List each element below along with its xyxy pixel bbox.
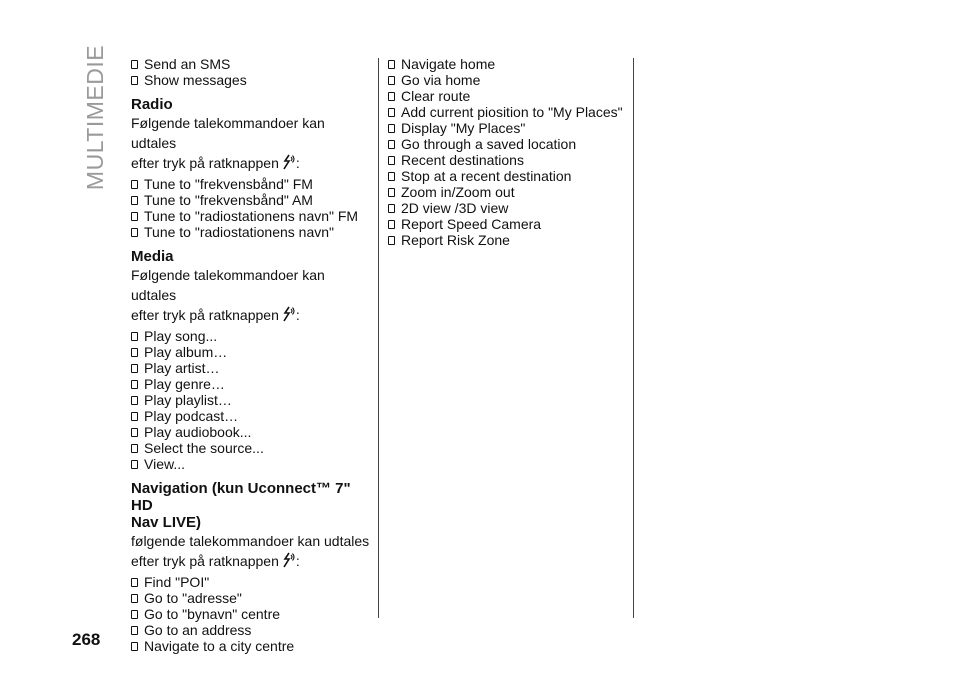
list-item bbox=[388, 168, 628, 184]
list-item-text: Play audiobook... bbox=[144, 424, 252, 440]
media-intro-suffix: : bbox=[295, 307, 300, 323]
list-item-text: Find "POI" bbox=[144, 574, 210, 590]
list-item bbox=[388, 232, 628, 248]
list-item bbox=[131, 606, 371, 622]
bullet-icon bbox=[131, 578, 138, 587]
list-item-text: Send an SMS bbox=[144, 56, 231, 72]
bullet-icon bbox=[388, 60, 395, 69]
bullet-icon bbox=[131, 396, 138, 405]
list-item-text: 2D view /3D view bbox=[401, 200, 509, 216]
media-heading: Media bbox=[131, 248, 174, 265]
navigation-heading bbox=[131, 480, 371, 531]
list-item bbox=[131, 360, 371, 376]
list-item-text: Report Risk Zone bbox=[401, 232, 510, 248]
bullet-icon bbox=[131, 610, 138, 619]
bullet-icon bbox=[131, 180, 138, 189]
list-item bbox=[131, 176, 371, 192]
list-item-text: Stop at a recent destination bbox=[401, 168, 572, 184]
list-item bbox=[131, 622, 371, 638]
bullet-icon bbox=[131, 460, 138, 469]
list-item bbox=[131, 208, 371, 224]
list-item-text: Go to an address bbox=[144, 622, 252, 638]
list-item bbox=[388, 120, 628, 136]
list-item bbox=[388, 136, 628, 152]
list-item-text: Tune to "frekvensbånd" FM bbox=[144, 176, 313, 192]
column-divider-right bbox=[633, 58, 634, 618]
navigation-command-list-continued bbox=[388, 56, 628, 248]
bullet-icon bbox=[388, 124, 395, 133]
list-item bbox=[131, 408, 371, 424]
list-item bbox=[131, 456, 371, 472]
bullet-icon bbox=[131, 380, 138, 389]
media-command-list bbox=[131, 328, 371, 472]
list-item bbox=[388, 152, 628, 168]
page-number: 268 bbox=[72, 630, 101, 649]
list-item bbox=[131, 56, 371, 72]
navigation-heading-line2: Nav LIVE) bbox=[131, 514, 202, 531]
bullet-icon bbox=[131, 626, 138, 635]
list-item-text: Select the source... bbox=[144, 440, 264, 456]
radio-intro bbox=[131, 113, 371, 174]
list-item-text: Go via home bbox=[401, 72, 481, 88]
navigation-intro bbox=[131, 531, 371, 572]
list-item-text: Go to "adresse" bbox=[144, 590, 242, 606]
radio-intro-line2: efter tryk på ratknappen bbox=[131, 155, 279, 171]
list-item-text: Play song... bbox=[144, 328, 218, 344]
list-item-text: Play artist… bbox=[144, 360, 220, 376]
navigation-intro-suffix: : bbox=[295, 553, 300, 569]
list-item-text: Navigate to a city centre bbox=[144, 638, 295, 654]
bullet-icon bbox=[131, 444, 138, 453]
list-item-text: Clear route bbox=[401, 88, 471, 104]
list-item bbox=[131, 440, 371, 456]
media-intro-line1: Følgende talekommandoer kan udtales bbox=[131, 267, 325, 303]
radio-heading: Radio bbox=[131, 96, 173, 113]
bullet-icon bbox=[131, 196, 138, 205]
bullet-icon bbox=[131, 364, 138, 373]
bullet-icon bbox=[131, 60, 138, 69]
top-command-list bbox=[131, 56, 371, 88]
bullet-icon bbox=[131, 76, 138, 85]
bullet-icon bbox=[131, 212, 138, 221]
list-item bbox=[131, 574, 371, 590]
radio-intro-line1: Følgende talekommandoer kan udtales bbox=[131, 115, 325, 151]
list-item-text: Play podcast… bbox=[144, 408, 239, 424]
bullet-icon bbox=[388, 236, 395, 245]
radio-command-list bbox=[131, 176, 371, 240]
list-item bbox=[131, 192, 371, 208]
section-label-text: MULTIMEDIE bbox=[82, 44, 109, 190]
bullet-icon bbox=[131, 412, 138, 421]
column-1 bbox=[131, 56, 371, 654]
bullet-icon bbox=[388, 188, 395, 197]
bullet-icon bbox=[131, 228, 138, 237]
bullet-icon bbox=[388, 204, 395, 213]
voice-command-icon bbox=[280, 306, 296, 326]
list-item-text: Tune to "frekvensbånd" AM bbox=[144, 192, 313, 208]
column-divider-left bbox=[378, 58, 379, 618]
list-item bbox=[131, 224, 371, 240]
radio-intro-suffix: : bbox=[295, 155, 300, 171]
list-item bbox=[131, 72, 371, 88]
list-item-text: Tune to "radiostationens navn" FM bbox=[144, 208, 359, 224]
list-item-text: Play album… bbox=[144, 344, 228, 360]
list-item bbox=[388, 104, 628, 120]
navigation-intro-line1: følgende talekommandoer kan udtales bbox=[131, 533, 370, 549]
list-item bbox=[388, 88, 628, 104]
navigation-command-list bbox=[131, 574, 371, 654]
list-item bbox=[388, 72, 628, 88]
bullet-icon bbox=[388, 140, 395, 149]
list-item-text: Play genre… bbox=[144, 376, 225, 392]
bullet-icon bbox=[131, 348, 138, 357]
bullet-icon bbox=[131, 428, 138, 437]
bullet-icon bbox=[131, 642, 138, 651]
list-item bbox=[388, 200, 628, 216]
list-item-text: Navigate home bbox=[401, 56, 496, 72]
navigation-intro-line2: efter tryk på ratknappen bbox=[131, 553, 279, 569]
list-item-text: Show messages bbox=[144, 72, 247, 88]
bullet-icon bbox=[131, 594, 138, 603]
list-item-text: Go through a saved location bbox=[401, 136, 577, 152]
list-item-text: Add current piosition to "My Places" bbox=[401, 104, 623, 120]
list-item-text: View... bbox=[144, 456, 185, 472]
media-intro-line2: efter tryk på ratknappen bbox=[131, 307, 279, 323]
list-item bbox=[388, 56, 628, 72]
list-item bbox=[388, 216, 628, 232]
column-2 bbox=[388, 56, 628, 248]
voice-command-icon bbox=[280, 552, 296, 572]
section-label bbox=[82, 44, 109, 190]
list-item bbox=[131, 638, 371, 654]
list-item bbox=[131, 328, 371, 344]
list-item bbox=[131, 376, 371, 392]
voice-command-icon bbox=[280, 154, 296, 174]
bullet-icon bbox=[388, 156, 395, 165]
bullet-icon bbox=[388, 92, 395, 101]
list-item-text: Play playlist… bbox=[144, 392, 232, 408]
list-item bbox=[388, 184, 628, 200]
bullet-icon bbox=[388, 108, 395, 117]
list-item bbox=[131, 424, 371, 440]
list-item-text: Zoom in/Zoom out bbox=[401, 184, 515, 200]
list-item bbox=[131, 590, 371, 606]
navigation-heading-line1: Navigation (kun Uconnect™ 7" HD bbox=[131, 480, 351, 514]
list-item-text: Display "My Places" bbox=[401, 120, 526, 136]
bullet-icon bbox=[388, 76, 395, 85]
media-intro bbox=[131, 265, 371, 326]
bullet-icon bbox=[388, 172, 395, 181]
list-item bbox=[131, 392, 371, 408]
bullet-icon bbox=[388, 220, 395, 229]
list-item-text: Recent destinations bbox=[401, 152, 524, 168]
list-item-text: Report Speed Camera bbox=[401, 216, 542, 232]
list-item-text: Tune to "radiostationens navn" bbox=[144, 224, 334, 240]
list-item-text: Go to "bynavn" centre bbox=[144, 606, 281, 622]
bullet-icon bbox=[131, 332, 138, 341]
list-item bbox=[131, 344, 371, 360]
